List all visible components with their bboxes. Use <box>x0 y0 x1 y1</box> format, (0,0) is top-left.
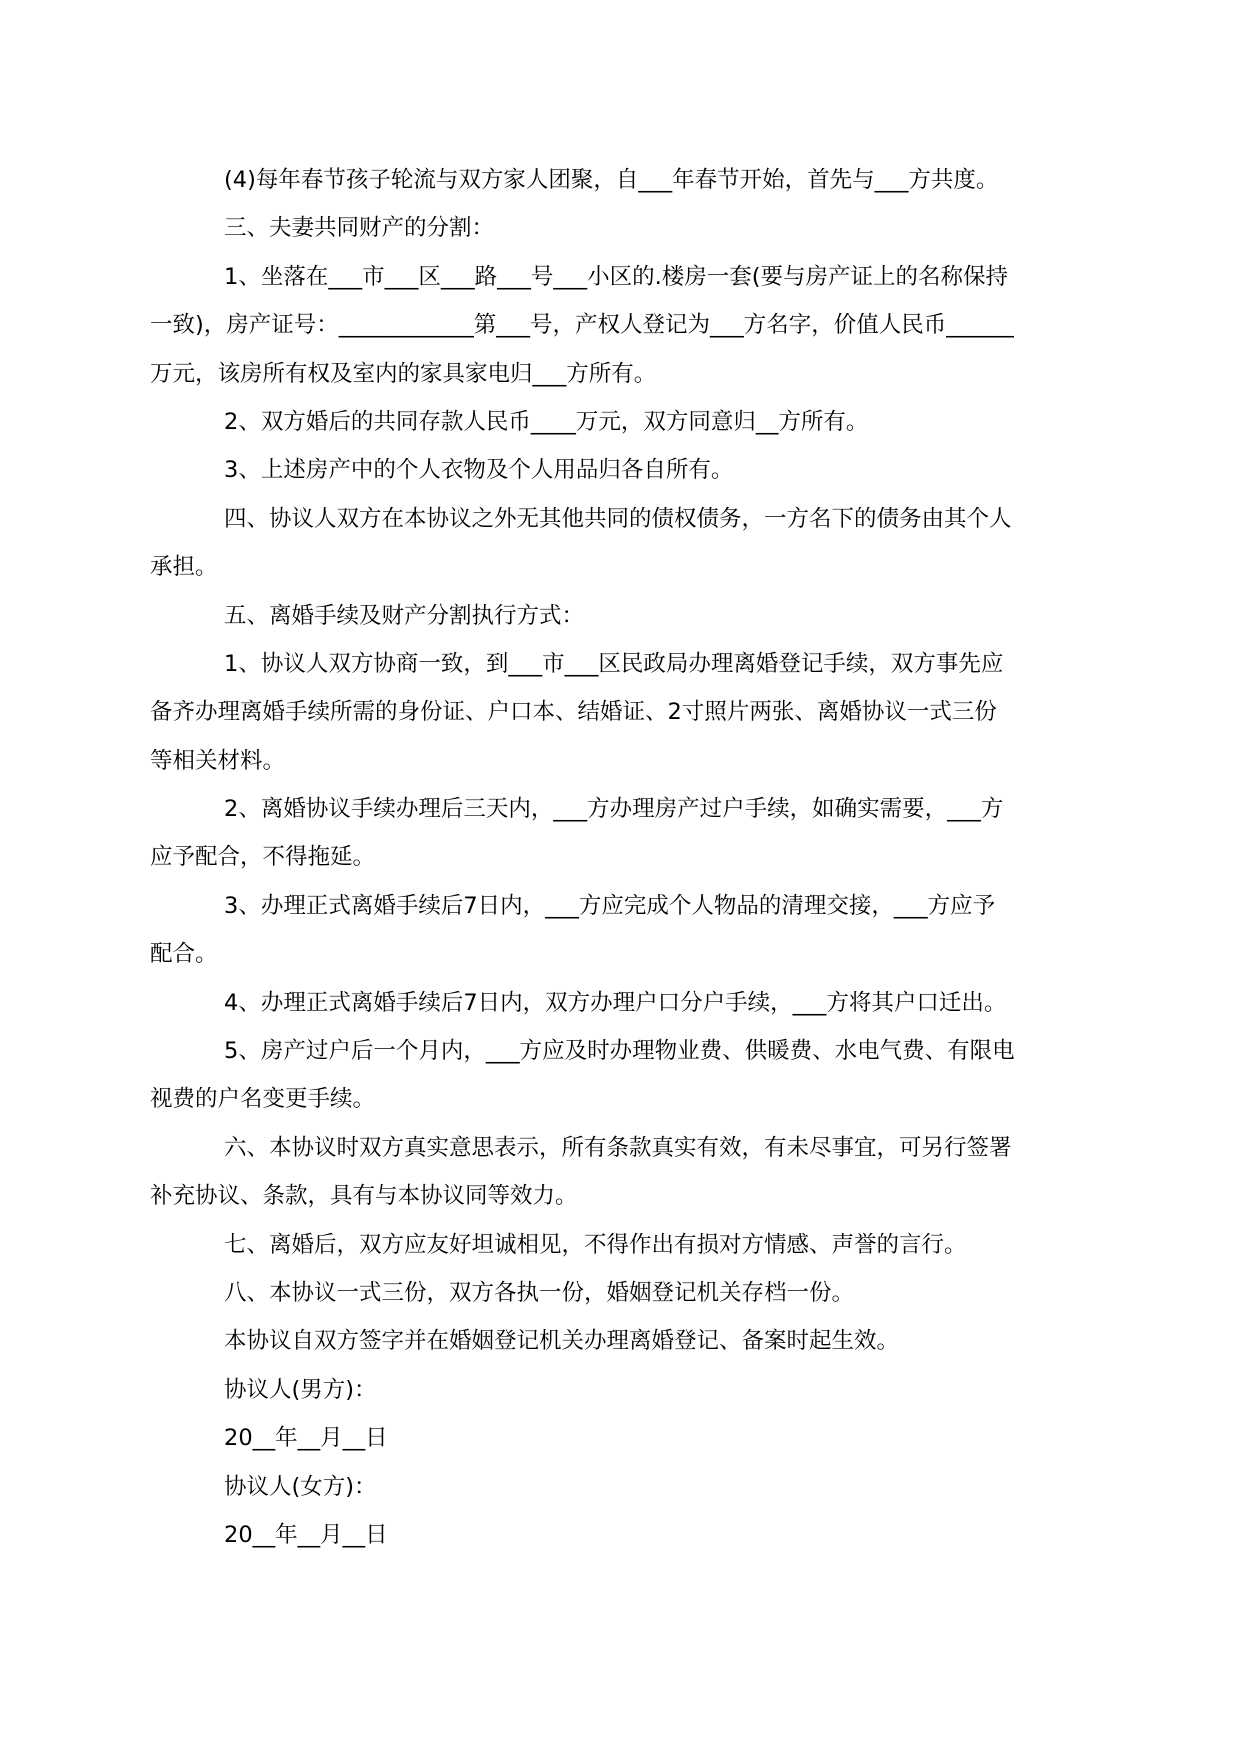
section-3-heading: 三、夫妻共同财产的分割： <box>224 215 495 242</box>
procedure-clause-1-line-1: 1、协议人双方协商一致，到___市___区民政局办理离婚登记手续，双方事先应 <box>224 650 1004 677</box>
procedure-clause-2-line-2: 应予配合，不得拖延。 <box>150 844 376 871</box>
property-clause-2: 2、双方婚后的共同存款人民币____万元，双方同意归__方所有。 <box>224 408 869 435</box>
signatory-male-date: 20__年__月__日 <box>224 1425 388 1452</box>
section-6-line-1: 六、本协议时双方真实意思表示，所有条款真实有效，有未尽事宜，可另行签署 <box>224 1134 1012 1161</box>
property-clause-1-line-2: 一致)，房产证号：____________第___号，产权人登记为___方名字，价值人民币______ <box>150 312 1014 339</box>
section-4-line-2: 承担。 <box>150 554 218 581</box>
signatory-female-label: 协议人(女方)： <box>224 1473 377 1500</box>
document-body <box>150 156 1090 1559</box>
property-clause-1-line-3: 万元，该房所有权及室内的家具家电归___方所有。 <box>150 360 657 387</box>
procedure-clause-3-line-2: 配合。 <box>150 941 218 968</box>
signatory-female-date: 20__年__月__日 <box>224 1521 388 1548</box>
property-clause-1-line-1: 1、坐落在___市___区___路___号___小区的.楼房一套(要与房产证上的名称保持 <box>224 263 1008 290</box>
signatory-male-label: 协议人(男方)： <box>224 1376 377 1403</box>
procedure-clause-5-line-1: 5、房产过户后一个月内，___方应及时办理物业费、供暖费、水电气费、有限电 <box>224 1038 1015 1065</box>
procedure-clause-5-line-2: 视费的户名变更手续。 <box>150 1086 376 1113</box>
clause-4-spring-festival: (4)每年春节孩子轮流与双方家人团聚，自___年春节开始，首先与___方共度。 <box>224 167 999 193</box>
section-7: 七、离婚后，双方应友好坦诚相见，不得作出有损对方情感、声誉的言行。 <box>224 1231 967 1258</box>
property-clause-3: 3、上述房产中的个人衣物及个人用品归各自所有。 <box>224 457 734 484</box>
procedure-clause-1-line-3: 等相关材料。 <box>150 747 286 774</box>
procedure-clause-2-line-1: 2、离婚协议手续办理后三天内，___方办理房产过户手续，如确实需要，___方 <box>224 796 1004 823</box>
section-6-line-2: 补充协议、条款，具有与本协议同等效力。 <box>150 1183 578 1210</box>
procedure-clause-3-line-1: 3、办理正式离婚手续后7日内，___方应完成个人物品的清理交接，___方应予 <box>224 892 996 919</box>
section-4-line-1: 四、协议人双方在本协议之外无其他共同的债权债务，一方名下的债务由其个人 <box>224 505 1012 532</box>
procedure-clause-4: 4、办理正式离婚手续后7日内，双方办理户口分户手续，___方将其户口迁出。 <box>224 989 1007 1016</box>
effective-clause: 本协议自双方签字并在婚姻登记机关办理离婚登记、备案时起生效。 <box>224 1328 900 1355</box>
section-8: 八、本协议一式三份，双方各执一份，婚姻登记机关存档一份。 <box>224 1279 855 1306</box>
section-5-heading: 五、离婚手续及财产分割执行方式： <box>224 602 585 629</box>
procedure-clause-1-line-2: 备齐办理离婚手续所需的身份证、户口本、结婚证、2寸照片两张、离婚协议一式三份 <box>150 699 997 726</box>
